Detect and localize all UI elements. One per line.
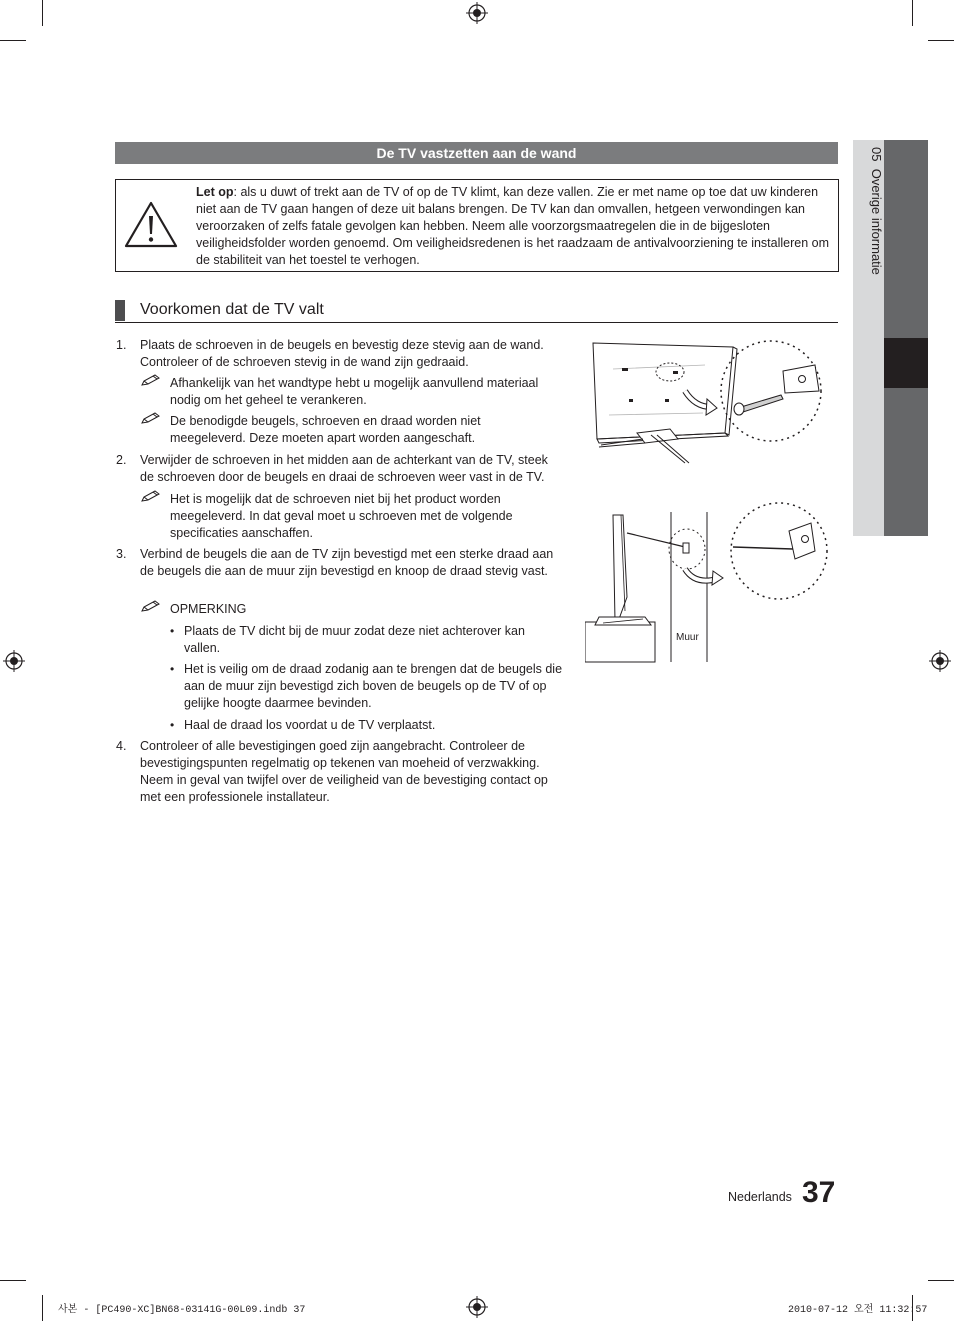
step-note: Het is mogelijk dat de schroeven niet bij het product worden meegeleverd. In dat geval moet u schroeven met de volgende specificaties aanschaffen. (170, 492, 513, 540)
note-pencil-icon (140, 600, 162, 614)
step-text: Controleer of alle bevestigingen goed zijn aangebracht. Controleer de bevestigingspunten regelmatig op tekenen van moeheid of verzwakking. Neem in geval van twijfel over de veiligheid van de bevestiging contact op met een professionele installateur. (140, 739, 548, 804)
crop-mark (42, 1295, 43, 1321)
crop-mark (928, 40, 954, 41)
warning-triangle-icon (123, 200, 179, 250)
note-pencil-icon (140, 374, 162, 388)
step-number: 2. (116, 453, 127, 467)
step-number: 4. (116, 739, 127, 753)
bullet-text: Plaats de TV dicht bij de muur zodat deze niet achterover kan vallen. (184, 624, 525, 655)
chapter-tab-label (856, 147, 884, 347)
bullet-icon: • (170, 662, 175, 676)
heading-marker (115, 300, 125, 321)
heading-rule (115, 322, 838, 323)
chapter-number: 05 (869, 147, 884, 162)
bullet-icon: • (170, 718, 175, 732)
bullet-text: Het is veilig om de draad zodanig aan te brengen dat de beugels die aan de muur zijn bevestigd zich boven de beugels op de TV of op gelijke hoogte daarmee bevinden. (184, 662, 563, 710)
chapter-title: Overige informatie (869, 168, 884, 275)
note-heading: OPMERKING (170, 602, 247, 616)
tv-wall-wire-illustration (585, 497, 840, 667)
step-note: De benodigde beugels, schroeven en draad worden niet meegeleverd. Deze moeten apart worden aangeschaft. (170, 414, 481, 445)
step-note: Afhankelijk van het wandtype hebt u mogelijk aanvullend materiaal nodig om het geheel te verankeren. (170, 376, 539, 407)
warning-box (115, 179, 839, 272)
crop-mark (42, 0, 43, 26)
step-text: Verwijder de schroeven in het midden aan de achterkant van de TV, steek de schroeven door de beugels en draai de schroeven weer vast in de TV. (140, 453, 548, 484)
bullet-icon: • (170, 624, 175, 638)
footer-language: Nederlands (728, 1190, 792, 1204)
note-pencil-icon (140, 412, 162, 426)
registration-mark-icon (466, 1296, 488, 1318)
step-text: Plaats de schroeven in de beugels en bevestig deze stevig aan de wand. Controleer of de schroeven stevig in de wand zijn gedraaid. (140, 338, 544, 369)
registration-mark-icon (929, 650, 951, 672)
crop-mark (0, 1280, 26, 1281)
slug-date: 2010-07-12 오전 11:32:57 (788, 1305, 928, 1316)
crop-mark (928, 1280, 954, 1281)
bullet-text: Haal de draad los voordat u de TV verplaatst. (184, 718, 436, 732)
note-pencil-icon (140, 490, 162, 504)
slug-file: 사본 - [PC490-XC]BN68-03141G-00L09.indb 37 (58, 1305, 306, 1316)
step-number: 3. (116, 547, 127, 561)
wall-label: Muur (676, 632, 699, 643)
chapter-tab-marker (884, 338, 928, 388)
subheading: Voorkomen dat de TV valt (140, 301, 324, 318)
warning-body: : als u duwt of trekt aan de TV of op de TV klimt, kan deze vallen. Zie er met name op toe dat uw kinderen niet aan de TV gaan hangen of deze uit balans brengen. De TV kan dan omvallen, hetgeen verwondingen kan veroorzaken of zelfs fatale gevolgen kan hebben. Neem alle voorzorgsmaatregelen die in de bijgesloten veiligheidsfolder worden genoemd. Om veiligheidsredenen is het raadzaam de antivalvoorziening te installeren om de stabiliteit van het toestel te verhogen. (196, 185, 830, 267)
section-title: De TV vastzetten aan de wand (115, 142, 838, 164)
page-number: 37 (802, 1176, 836, 1209)
crop-mark (0, 40, 26, 41)
crop-mark (912, 0, 913, 26)
registration-mark-icon (3, 650, 25, 672)
step-number: 1. (116, 338, 127, 352)
warning-label: Let op (196, 185, 234, 199)
step-text: Verbind de beugels die aan de TV zijn bevestigd met een sterke draad aan de beugels die aan de muur zijn bevestigd en knoop de draad stevig vast. (140, 547, 554, 578)
registration-mark-icon (466, 2, 488, 24)
warning-text (196, 184, 836, 269)
tv-rear-bracket-illustration (585, 335, 840, 470)
